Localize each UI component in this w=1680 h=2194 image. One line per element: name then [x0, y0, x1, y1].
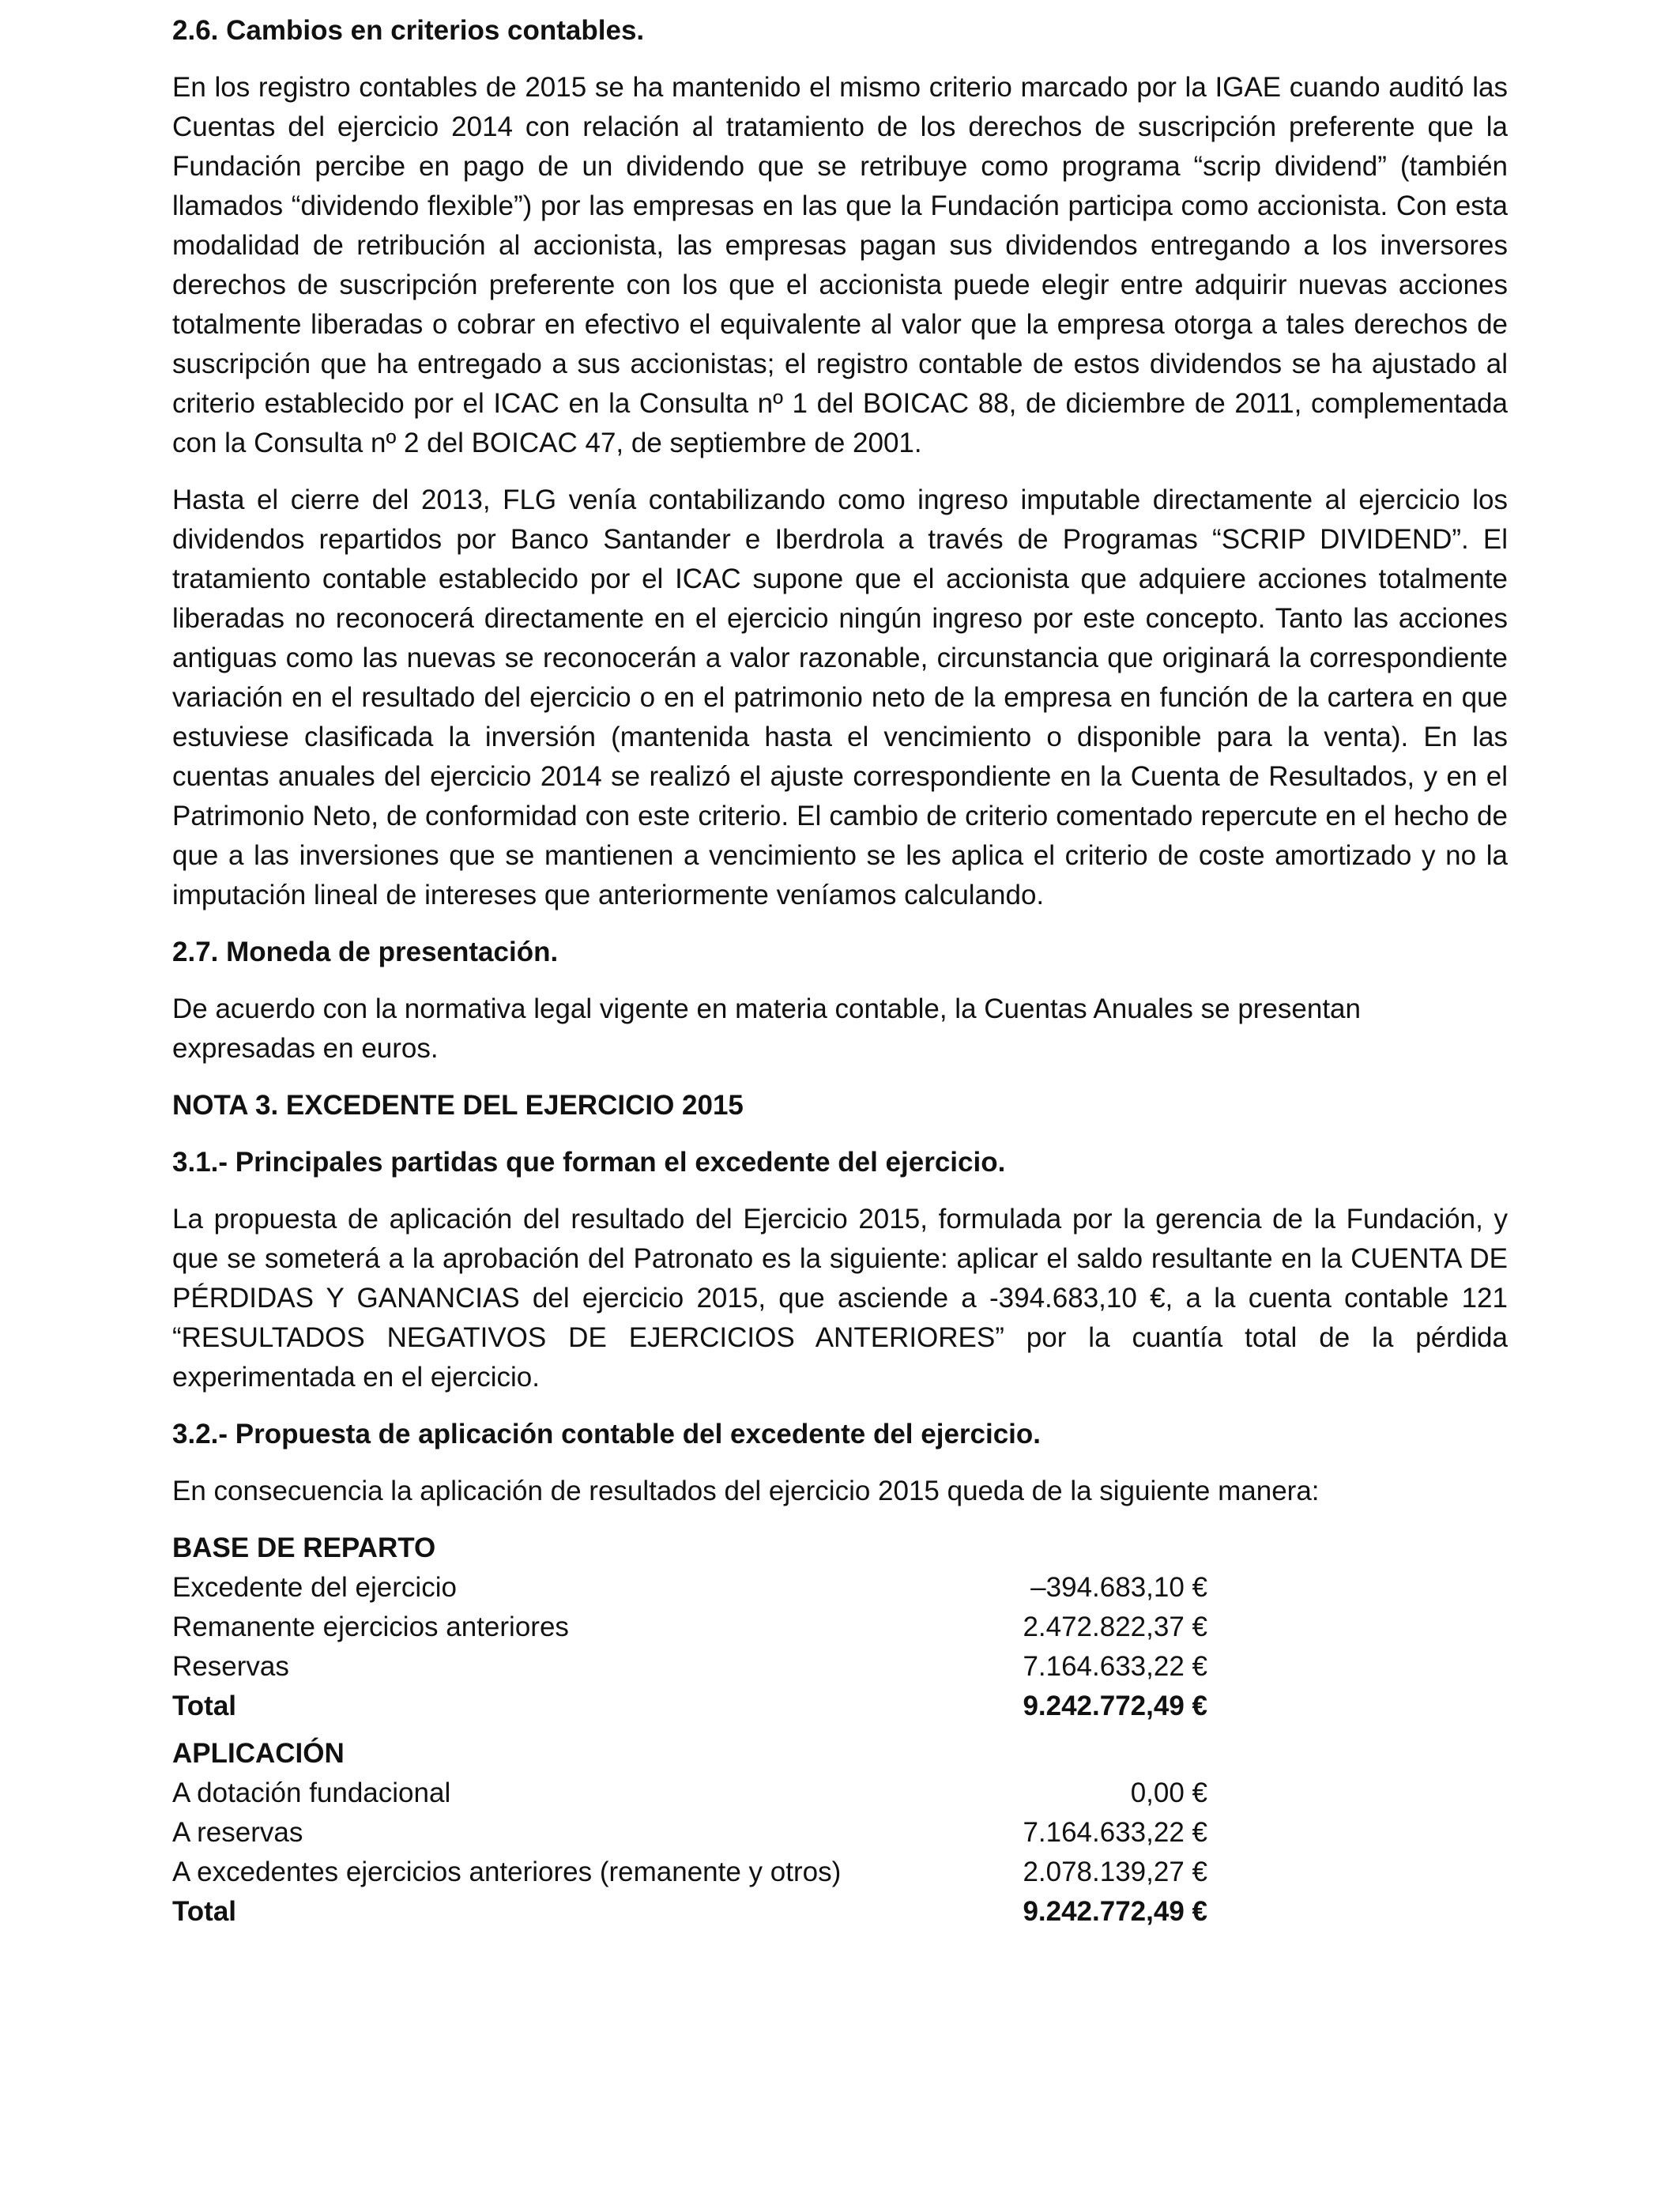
- section-2-7-paragraph-1: De acuerdo con la normativa legal vigente en materia contable, la Cuentas Anuales se presentan expresadas en euros.: [172, 993, 1361, 1064]
- row-amount: 7.164.633,22 €: [1023, 1817, 1207, 1848]
- total-label: Total: [172, 1691, 237, 1721]
- row-amount: –394.683,10 €: [1030, 1572, 1207, 1603]
- section-2-7-title: 2.7. Moneda de presentación.: [172, 937, 559, 967]
- row-label: A excedentes ejercicios anteriores (remanente y otros): [172, 1857, 842, 1887]
- row-amount: 2.078.139,27 €: [1023, 1857, 1207, 1887]
- row-amount: 7.164.633,22 €: [1023, 1651, 1207, 1682]
- section-2-6-paragraph-1: En los registro contables de 2015 se ha mantenido el mismo criterio marcado por la IGAE cuando auditó las Cuentas del ejercicio 2014 con relación al tratamiento de los derechos de suscripción preferente que la Fundación percibe en pago de un dividendo que se retribuye como programa “scrip dividend” (también llamados “dividendo flexible”) por las empresas en las que la Fundación participa como accionista. Con esta modalidad de retribución al accionista, las empresas pagan sus dividendos entregando a los inversores derechos de suscripción preferente con los que el accionista puede elegir entre adquirir nuevas acciones totalmente liberadas o cobrar en efectivo el equivalente al valor que la empresa otorga a tales derechos de suscripción que ha entregado a sus accionistas; el registro contable de estos dividendos se ha ajustado al criterio establecido por el ICAC en la Consulta nº 1 del BOICAC 88, de diciembre de 2011, complementada con la Consulta nº 2 del BOICAC 47, de septiembre de 2001.: [172, 72, 1508, 458]
- total-row: [172, 1687, 1207, 1726]
- table-row: [172, 1853, 1207, 1892]
- section-3-1-paragraph-1: La propuesta de aplicación del resultado del Ejercicio 2015, formulada por la gerencia de la Fundación, y que se someterá a la aprobación del Patronato es la siguiente: aplicar el saldo resultante en la CUENTA DE PÉRDIDAS Y GANANCIAS del ejercicio 2015, que asciende a -394.683,10 €, a la cuenta contable 121 “RESULTADOS NEGATIVOS DE EJERCICIOS ANTERIORES” por la cuantía total de la pérdida experimentada en el ejercicio.: [172, 1204, 1508, 1393]
- table-row: [172, 1568, 1207, 1608]
- total-row: [172, 1892, 1207, 1932]
- document-page: [172, 11, 1508, 1932]
- row-amount: 2.472.822,37 €: [1023, 1612, 1207, 1642]
- table-row: [172, 1813, 1207, 1853]
- row-label: Reservas: [172, 1651, 289, 1682]
- section-3-1-title: 3.1.- Principales partidas que forman el excedente del ejercicio.: [172, 1147, 1006, 1178]
- total-label: Total: [172, 1896, 237, 1927]
- nota-3-title: NOTA 3. EXCEDENTE DEL EJERCICIO 2015: [172, 1090, 744, 1121]
- aplicacion-heading: APLICACIÓN: [172, 1738, 345, 1769]
- row-label: Excedente del ejercicio: [172, 1572, 457, 1603]
- row-amount: 0,00 €: [1130, 1777, 1207, 1808]
- total-amount: 9.242.772,49 €: [1023, 1896, 1207, 1927]
- section-2-6-paragraph-2: Hasta el cierre del 2013, FLG venía contabilizando como ingreso imputable directamente al ejercicio los dividendos repartidos por Banco Santander e Iberdrola a través de Programas “SCRIP DIVIDEND”. El tratamiento contable establecido por el ICAC supone que el accionista que adquiere acciones totalmente liberadas no reconocerá directamente en el ejercicio ningún ingreso por este concepto. Tanto las acciones antiguas como las nuevas se reconocerán a valor razonable, circunstancia que originará la correspondiente variación en el resultado del ejercicio o en el patrimonio neto de la empresa en función de la cartera en que estuviese clasificada la inversión (mantenida hasta el vencimiento o disponible para la venta). En las cuentas anuales del ejercicio 2014 se realizó el ajuste correspondiente en la Cuenta de Resultados, y en el Patrimonio Neto, de conformidad con este criterio. El cambio de criterio comentado repercute en el hecho de que a las inversiones que se mantienen a vencimiento se les aplica el criterio de coste amortizado y no la imputación lineal de intereses que anteriormente veníamos calculando.: [172, 484, 1508, 910]
- row-label: Remanente ejercicios anteriores: [172, 1612, 569, 1642]
- row-label: A dotación fundacional: [172, 1777, 451, 1808]
- base-reparto-table: [172, 1529, 1207, 1726]
- section-3-2-title: 3.2.- Propuesta de aplicación contable del excedente del ejercicio.: [172, 1419, 1042, 1449]
- section-2-6-title: 2.6. Cambios en criterios contables.: [172, 15, 645, 46]
- table-row: [172, 1608, 1207, 1647]
- total-amount: 9.242.772,49 €: [1023, 1691, 1207, 1721]
- base-reparto-heading: BASE DE REPARTO: [172, 1532, 436, 1563]
- table-row: [172, 1647, 1207, 1687]
- aplicacion-table: [172, 1734, 1207, 1932]
- row-label: A reservas: [172, 1817, 303, 1848]
- section-3-2-paragraph-1: En consecuencia la aplicación de resultados del ejercicio 2015 queda de la siguiente manera:: [172, 1476, 1320, 1506]
- table-row: [172, 1774, 1207, 1813]
